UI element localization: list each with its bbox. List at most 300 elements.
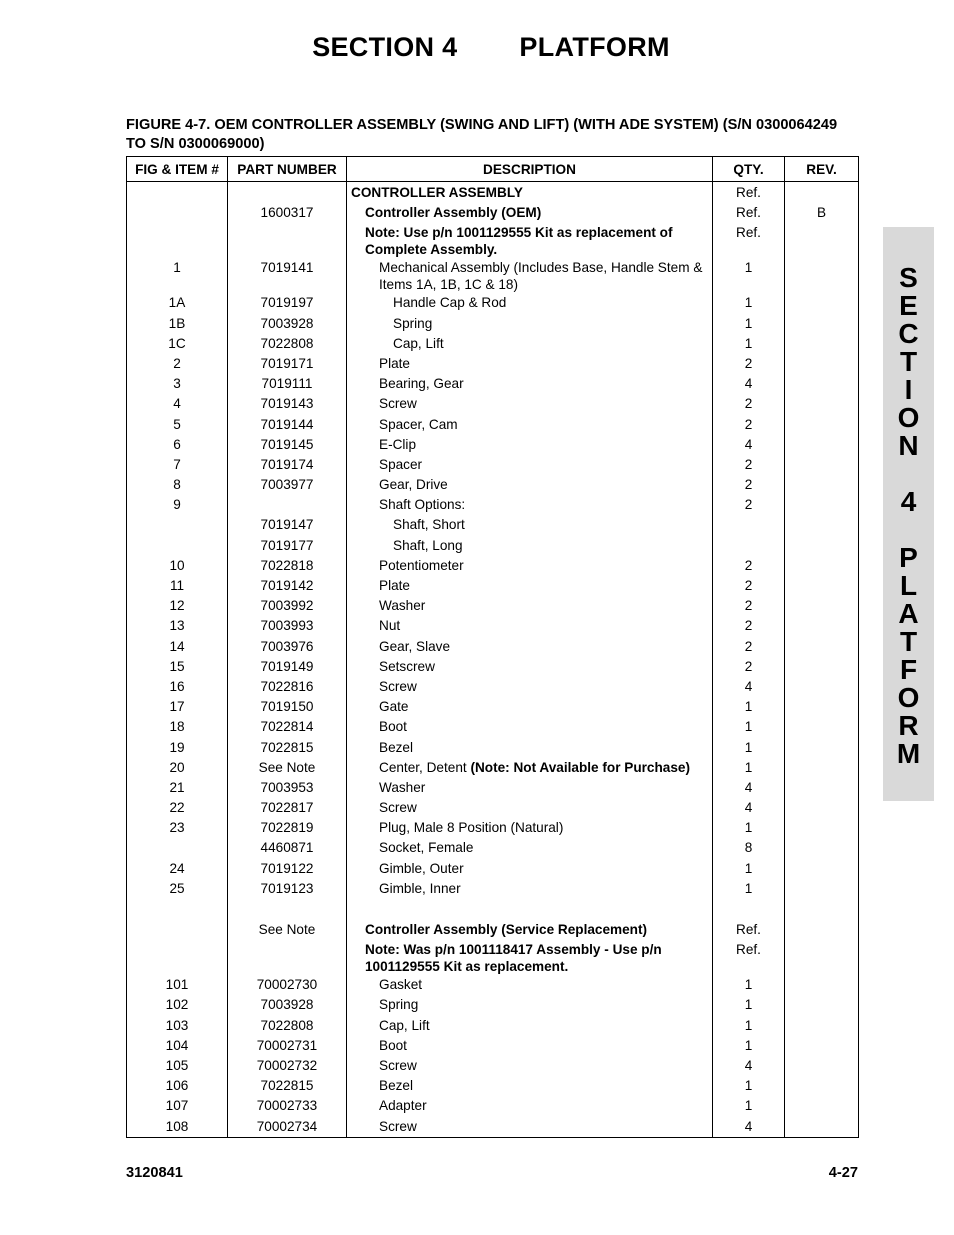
rev-cell: [785, 1056, 859, 1076]
description-cell: [347, 536, 713, 556]
description-cell: [347, 879, 713, 899]
description-cell: [347, 334, 713, 354]
part-number-cell: 7019141: [228, 258, 347, 293]
description-text: Cap, Lift: [379, 1017, 430, 1033]
part-number-cell: 70002730: [228, 975, 347, 995]
fig-cell: 104: [127, 1036, 228, 1056]
fig-cell: 107: [127, 1096, 228, 1116]
part-number-cell: 7022815: [228, 738, 347, 758]
fig-cell: 16: [127, 677, 228, 697]
fig-cell: 108: [127, 1117, 228, 1138]
side-tab-letter: N: [898, 430, 919, 461]
part-number-cell: 7003953: [228, 778, 347, 798]
section-number: SECTION 4: [312, 32, 458, 62]
description-cell: [347, 1056, 713, 1076]
part-number-cell: 7019197: [228, 293, 347, 313]
rev-cell: [785, 556, 859, 576]
table-row: [127, 717, 859, 737]
description-cell: [347, 637, 713, 657]
document-number: 3120841: [126, 1165, 183, 1181]
description-cell: [347, 475, 713, 495]
qty-cell: 4: [713, 1117, 785, 1138]
description-cell: [347, 556, 713, 576]
section-name: PLATFORM: [519, 32, 670, 62]
description-cell: [347, 920, 713, 940]
description-cell: [347, 838, 713, 858]
fig-cell: 4: [127, 394, 228, 414]
qty-cell: 1: [713, 293, 785, 313]
description-text: Spring: [379, 997, 419, 1013]
part-number-cell: [228, 495, 347, 515]
table-row: [127, 1036, 859, 1056]
table-row: [127, 1056, 859, 1076]
fig-cell: [127, 899, 228, 920]
qty-cell: 1: [713, 859, 785, 879]
qty-cell: 4: [713, 1056, 785, 1076]
qty-cell: 1: [713, 334, 785, 354]
qty-cell: 1: [713, 818, 785, 838]
fig-cell: 1C: [127, 334, 228, 354]
fig-cell: 11: [127, 576, 228, 596]
rev-cell: [785, 354, 859, 374]
qty-cell: Ref.: [713, 920, 785, 940]
description-text: Bezel: [379, 739, 414, 755]
qty-cell: 4: [713, 677, 785, 697]
fig-cell: [127, 838, 228, 858]
fig-cell: 15: [127, 657, 228, 677]
side-tab-letter: C: [898, 318, 919, 349]
description-cell: [347, 258, 713, 293]
table-row: [127, 738, 859, 758]
fig-cell: 101: [127, 975, 228, 995]
description-text: Bezel: [379, 1078, 414, 1094]
description-text: Socket, Female: [379, 840, 474, 856]
part-number-cell: 7003993: [228, 616, 347, 636]
side-tab-letter: T: [899, 626, 918, 657]
rev-cell: [785, 1096, 859, 1116]
description-cell: [347, 975, 713, 995]
table-row: [127, 697, 859, 717]
table-row: [127, 920, 859, 940]
table-row: [127, 435, 859, 455]
description-cell: [347, 415, 713, 435]
table-row: [127, 1076, 859, 1096]
qty-cell: 1: [713, 975, 785, 995]
fig-cell: 22: [127, 798, 228, 818]
rev-cell: [785, 455, 859, 475]
fig-cell: 2: [127, 354, 228, 374]
rev-cell: [785, 920, 859, 940]
description-text: Shaft Options:: [379, 497, 466, 513]
rev-cell: [785, 697, 859, 717]
table-row: [127, 975, 859, 995]
description-text: Plug, Male 8 Position (Natural): [379, 820, 564, 836]
part-number-cell: [228, 940, 347, 975]
description-cell: [347, 616, 713, 636]
description-cell: [347, 374, 713, 394]
description-text: Washer: [379, 779, 426, 795]
part-number-cell: 7019111: [228, 374, 347, 394]
part-number-cell: 7019143: [228, 394, 347, 414]
description-cell: [347, 758, 713, 778]
table-row: [127, 940, 859, 975]
rev-cell: [785, 1076, 859, 1096]
qty-cell: [713, 899, 785, 920]
table-row: [127, 1016, 859, 1036]
side-tab-letter: T: [899, 346, 918, 377]
part-number-cell: 70002732: [228, 1056, 347, 1076]
side-tab-letter: O: [897, 682, 920, 713]
rev-cell: [785, 616, 859, 636]
part-number-cell: 7019122: [228, 859, 347, 879]
page-number: 4-27: [828, 1165, 858, 1181]
side-tab-letter: I: [904, 374, 913, 405]
fig-cell: [127, 223, 228, 258]
fig-cell: 102: [127, 995, 228, 1015]
part-number-cell: 7019144: [228, 415, 347, 435]
fig-cell: 12: [127, 596, 228, 616]
description-cell: [347, 859, 713, 879]
description-text: Bearing, Gear: [379, 376, 464, 392]
qty-cell: 1: [713, 1076, 785, 1096]
rev-cell: [785, 657, 859, 677]
table-row: [127, 879, 859, 899]
qty-cell: 8: [713, 838, 785, 858]
fig-cell: 25: [127, 879, 228, 899]
table-row: [127, 657, 859, 677]
rev-cell: [785, 738, 859, 758]
fig-cell: 7: [127, 455, 228, 475]
side-tab-letter: S: [899, 262, 918, 293]
table-row: [127, 182, 859, 204]
rev-cell: [785, 435, 859, 455]
rev-cell: [785, 717, 859, 737]
rev-cell: [785, 637, 859, 657]
part-number-cell: 4460871: [228, 838, 347, 858]
table-row: [127, 455, 859, 475]
table-row: [127, 758, 859, 778]
description-text: Shaft, Long: [393, 537, 463, 553]
rev-cell: [785, 677, 859, 697]
part-number-cell: 7022816: [228, 677, 347, 697]
description-text: Screw: [379, 396, 417, 412]
description-text: Nut: [379, 618, 401, 634]
rev-cell: [785, 334, 859, 354]
part-number-cell: 7019174: [228, 455, 347, 475]
description-text: Handle Cap & Rod: [393, 295, 507, 311]
fig-cell: 10: [127, 556, 228, 576]
side-tab-letter: A: [898, 598, 919, 629]
table-row: [127, 637, 859, 657]
qty-cell: 2: [713, 495, 785, 515]
table-row: [127, 899, 859, 920]
fig-cell: 18: [127, 717, 228, 737]
table-row: [127, 415, 859, 435]
column-header-rev: REV.: [785, 157, 859, 182]
part-number-cell: See Note: [228, 920, 347, 940]
table-row: [127, 778, 859, 798]
rev-cell: [785, 975, 859, 995]
rev-cell: [785, 758, 859, 778]
section-side-tab: [883, 227, 934, 801]
qty-cell: 1: [713, 314, 785, 334]
page-title: [0, 32, 954, 63]
description-text: Spacer: [379, 456, 423, 472]
description-cell: [347, 354, 713, 374]
fig-cell: 106: [127, 1076, 228, 1096]
part-number-cell: 7022814: [228, 717, 347, 737]
part-number-cell: 1600317: [228, 203, 347, 223]
rev-cell: [785, 536, 859, 556]
description-text: Shaft, Short: [393, 517, 465, 533]
table-row: [127, 314, 859, 334]
table-row: [127, 374, 859, 394]
qty-cell: 1: [713, 697, 785, 717]
description-text: E-Clip: [379, 436, 417, 452]
rev-cell: [785, 899, 859, 920]
fig-cell: 23: [127, 818, 228, 838]
rev-cell: [785, 258, 859, 293]
part-number-cell: See Note: [228, 758, 347, 778]
description-text: Gimble, Outer: [379, 860, 464, 876]
side-tab-letter: L: [899, 570, 918, 601]
description-cell: [347, 1096, 713, 1116]
description-text: CONTROLLER ASSEMBLY: [351, 185, 523, 200]
side-tab-letter: 4: [900, 486, 917, 517]
description-note: (Note: Not Available for Purchase): [470, 759, 690, 775]
part-number-cell: 7022808: [228, 1016, 347, 1036]
part-number-cell: 7022819: [228, 818, 347, 838]
description-cell: [347, 899, 713, 920]
description-cell: [347, 495, 713, 515]
description-cell: [347, 717, 713, 737]
qty-cell: 2: [713, 475, 785, 495]
table-row: [127, 293, 859, 313]
qty-cell: Ref.: [713, 203, 785, 223]
description-cell: [347, 314, 713, 334]
description-text: Boot: [379, 1037, 407, 1053]
table-row: [127, 556, 859, 576]
fig-cell: 105: [127, 1056, 228, 1076]
description-cell: [347, 657, 713, 677]
qty-cell: 1: [713, 879, 785, 899]
description-cell: [347, 995, 713, 1015]
description-text: Mechanical Assembly (Includes Base, Handle Stem & Items 1A, 1B, 1C & 18): [379, 260, 703, 293]
description-text: Spring: [393, 315, 433, 331]
part-number-cell: 7003928: [228, 995, 347, 1015]
side-tab-letter: R: [898, 710, 919, 741]
description-cell: [347, 1036, 713, 1056]
description-cell: [347, 818, 713, 838]
part-number-cell: [228, 899, 347, 920]
figure-title: FIGURE 4-7. OEM CONTROLLER ASSEMBLY (SWING AND LIFT) (WITH ADE SYSTEM) (S/N 0300064249 TO S/N 0300069000): [126, 117, 838, 152]
description-cell: [347, 203, 713, 223]
qty-cell: 1: [713, 1036, 785, 1056]
description-text: Controller Assembly (Service Replacement): [365, 922, 648, 937]
table-row: [127, 334, 859, 354]
description-cell: [347, 778, 713, 798]
qty-cell: 1: [713, 717, 785, 737]
part-number-cell: 7022817: [228, 798, 347, 818]
part-number-cell: 7019149: [228, 657, 347, 677]
description-cell: [347, 697, 713, 717]
part-number-cell: 7019177: [228, 536, 347, 556]
description-cell: [347, 596, 713, 616]
description-text: Gear, Drive: [379, 477, 448, 493]
description-text: Gate: [379, 699, 409, 715]
part-number-cell: 70002734: [228, 1117, 347, 1138]
qty-cell: 2: [713, 576, 785, 596]
description-cell: [347, 576, 713, 596]
table-row: [127, 596, 859, 616]
description-text: Setscrew: [379, 658, 435, 674]
fig-cell: 17: [127, 697, 228, 717]
qty-cell: 4: [713, 374, 785, 394]
qty-cell: 1: [713, 1096, 785, 1116]
fig-cell: 19: [127, 738, 228, 758]
part-number-cell: 7019123: [228, 879, 347, 899]
rev-cell: [785, 1117, 859, 1138]
description-text: Cap, Lift: [393, 335, 444, 351]
table-row: [127, 495, 859, 515]
fig-cell: 8: [127, 475, 228, 495]
fig-cell: 1: [127, 258, 228, 293]
description-text: Boot: [379, 719, 407, 735]
rev-cell: [785, 182, 859, 204]
qty-cell: 1: [713, 258, 785, 293]
description-text: Plate: [379, 355, 410, 371]
rev-cell: [785, 374, 859, 394]
fig-cell: [127, 515, 228, 535]
rev-cell: [785, 415, 859, 435]
column-header-part: PART NUMBER: [228, 157, 347, 182]
description-text: Note: Use p/n 1001129555 Kit as replacement of Complete Assembly.: [365, 225, 673, 258]
description-text: Gear, Slave: [379, 638, 451, 654]
qty-cell: 1: [713, 738, 785, 758]
rev-cell: [785, 495, 859, 515]
table-row: [127, 536, 859, 556]
side-tab-letter: P: [899, 542, 918, 573]
rev-cell: [785, 798, 859, 818]
part-number-cell: 7022815: [228, 1076, 347, 1096]
part-number-cell: 7003976: [228, 637, 347, 657]
description-text: Plate: [379, 578, 410, 593]
rev-cell: [785, 596, 859, 616]
description-cell: [347, 677, 713, 697]
rev-cell: [785, 1036, 859, 1056]
description-cell: [347, 1117, 713, 1138]
part-number-cell: 7003992: [228, 596, 347, 616]
part-number-cell: 70002733: [228, 1096, 347, 1116]
description-cell: [347, 940, 713, 975]
qty-cell: Ref.: [713, 223, 785, 258]
part-number-cell: [228, 182, 347, 204]
description-cell: [347, 435, 713, 455]
column-header-fig: FIG & ITEM #: [127, 157, 228, 182]
qty-cell: 1: [713, 1016, 785, 1036]
table-header-row: [127, 157, 859, 182]
qty-cell: 4: [713, 435, 785, 455]
description-cell: [347, 394, 713, 414]
fig-cell: 24: [127, 859, 228, 879]
table-row: [127, 223, 859, 258]
part-number-cell: 7019142: [228, 576, 347, 596]
parts-table: [126, 156, 859, 1138]
qty-cell: 2: [713, 394, 785, 414]
rev-cell: [785, 838, 859, 858]
table-row: [127, 354, 859, 374]
rev-cell: [785, 778, 859, 798]
rev-cell: [785, 995, 859, 1015]
qty-cell: 2: [713, 616, 785, 636]
description-text: Spacer, Cam: [379, 416, 458, 432]
qty-cell: [713, 536, 785, 556]
qty-cell: 1: [713, 995, 785, 1015]
table-row: [127, 515, 859, 535]
fig-cell: 3: [127, 374, 228, 394]
part-number-cell: 7019171: [228, 354, 347, 374]
side-tab-letter: F: [899, 654, 918, 685]
qty-cell: [713, 515, 785, 535]
description-cell: [347, 455, 713, 475]
side-tab-letter: M: [896, 738, 921, 769]
description-text: Gasket: [379, 977, 423, 993]
table-row: [127, 995, 859, 1015]
rev-cell: [785, 475, 859, 495]
fig-cell: 103: [127, 1016, 228, 1036]
part-number-cell: 7022818: [228, 556, 347, 576]
rev-cell: B: [785, 203, 859, 223]
description-text: Adapter: [379, 1098, 427, 1114]
part-number-cell: 7019147: [228, 515, 347, 535]
fig-cell: 1B: [127, 314, 228, 334]
fig-cell: 9: [127, 495, 228, 515]
fig-cell: [127, 182, 228, 204]
fig-cell: 5: [127, 415, 228, 435]
description-cell: [347, 223, 713, 258]
rev-cell: [785, 515, 859, 535]
table-row: [127, 258, 859, 293]
rev-cell: [785, 576, 859, 596]
description-text: Screw: [379, 800, 417, 816]
description-cell: [347, 1076, 713, 1096]
part-number-cell: 7003977: [228, 475, 347, 495]
table-row: [127, 818, 859, 838]
qty-cell: 2: [713, 354, 785, 374]
table-row: [127, 475, 859, 495]
fig-cell: [127, 940, 228, 975]
part-number-cell: 7019150: [228, 697, 347, 717]
qty-cell: 4: [713, 798, 785, 818]
table-row: [127, 576, 859, 596]
description-text: Screw: [379, 1057, 417, 1073]
part-number-cell: 7022808: [228, 334, 347, 354]
fig-cell: 13: [127, 616, 228, 636]
description-cell: [347, 293, 713, 313]
qty-cell: 2: [713, 637, 785, 657]
description-cell: [347, 182, 713, 204]
qty-cell: 4: [713, 778, 785, 798]
fig-cell: 21: [127, 778, 228, 798]
rev-cell: [785, 314, 859, 334]
part-number-cell: 70002731: [228, 1036, 347, 1056]
description-cell: [347, 798, 713, 818]
rev-cell: [785, 818, 859, 838]
qty-cell: 2: [713, 415, 785, 435]
description-text: Controller Assembly (OEM): [365, 205, 542, 221]
fig-cell: 6: [127, 435, 228, 455]
part-number-cell: 7003928: [228, 314, 347, 334]
